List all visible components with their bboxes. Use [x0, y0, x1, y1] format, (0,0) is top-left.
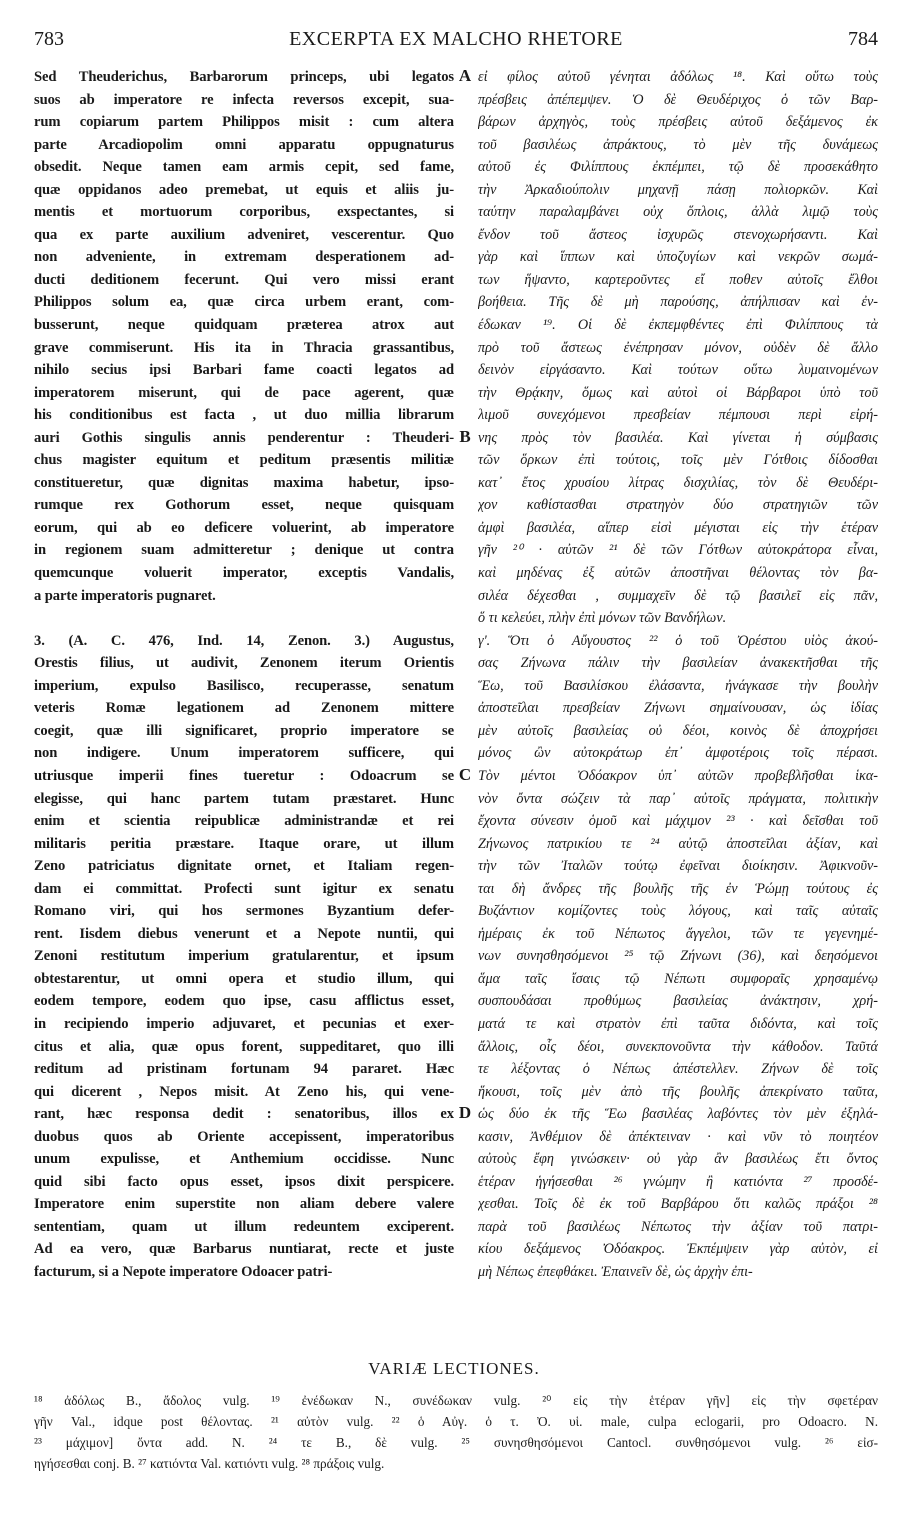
greek-text-line: κασιν, Ἀνθέμιον δὲ ἀπέκτειναν · καὶ νῦν τὸ ποιητέον — [478, 1128, 878, 1145]
latin-text-line: utriusque imperii fines tueretur : Odoacrum se — [34, 767, 454, 784]
latin-text-line: in recipiendo imperio adjuvaret, et pecunias et exer- — [34, 1015, 454, 1032]
greek-text-line: μὴ Νέπως ἐπεφθάκει. Ἐπαινεῖν δὲ, ὡς ἀρχὴν ἐπι- — [478, 1263, 753, 1280]
latin-text-line: Imperatore enim superstite non aliam debere valere — [34, 1196, 454, 1213]
latin-text-line — [34, 607, 454, 630]
latin-text-line: Orestis filius, ut audivit, Zenonem iterum Orientis — [34, 655, 454, 672]
latin-text-line: parte Arcadiopolim omni apparatu oppugnaturus — [34, 136, 454, 153]
greek-text-line: ἔχοντα σύνεσιν ὁμοῦ καὶ μάχιμον ²³ · καὶ δεῖσθαι τοῦ — [478, 813, 878, 830]
variant-note-line: ηγήσεσθαι conj. B. ²⁷ κατιόντα Val. κατιόντι vulg. ²⁸ πράξοις vulg. — [34, 1456, 385, 1471]
greek-text-line: ἄλλοις, οἷς δέοι, συνεκπονοῦντα τὴν κάθοδον. Ταῦτά — [478, 1038, 878, 1055]
greek-text-line: αὐτοὺς ἔφη γινώσκειν· οὐ γὰρ ἂν βασιλέως ἔτι ὄντος — [478, 1151, 878, 1168]
latin-text-line: rant, hæc responsa dedit : senatoribus, illos ex — [34, 1106, 454, 1123]
greek-text-line: γὰρ καὶ ἵππων καὶ ὑποζυγίων καὶ νεκρῶν σωμά- — [478, 249, 878, 266]
latin-text-line: suos ab imperatore re infecta reversos excepit, sua- — [34, 91, 454, 108]
greek-column — [478, 66, 878, 1284]
latin-text-line: nihilo secius ipsi Barbari fame coacti legatos ad — [34, 362, 454, 379]
greek-text-line: πρέσβεις ἀπέπεμψεν. Ὁ δὲ Θευδέριχος ὁ τῶν Βαρ- — [478, 91, 878, 108]
latin-text-line: quæ oppidanos adeo premebat, ut equis et aliis ju- — [34, 181, 454, 198]
greek-text-line: βάρων ἀρχηγὸς, τοὺς πρέσβεις αὐτοῦ δεξάμενος ἐκ — [478, 114, 878, 131]
latin-text-line: grave commiserunt. His ita in Thracia grassantibus, — [34, 339, 454, 356]
latin-text-line: quid sibi facto opus esset, ipsos dixit perspicere. — [34, 1173, 454, 1190]
greek-text-line: ὅ τι κελεύει, πλὴν ἐπὶ μόνων τῶν Βανδήλων. — [478, 610, 727, 627]
latin-text-line: coegit, quæ illi significaret, proprio imperatore se — [34, 722, 454, 739]
latin-text-line: ducti deditionem fecerunt. Qui vero missi erant — [34, 271, 454, 288]
latin-text-line: obtestarentur, ut omni opera et studio illum, qui — [34, 970, 454, 987]
variant-note-line: ¹⁸ ἀδόλως B., ἄδολος vulg. ¹⁹ ἐνέδωκαν N., συνέδωκαν vulg. ²⁰ εἰς τὴν ἑτέραν γῆν] εἰς τὴν σφετέραν — [34, 1393, 878, 1408]
greek-text-line: ἑτέραν ἡγήσεσθαι ²⁶ γνώμην ἢ κατιόντα ²⁷ προσδέ- — [478, 1173, 878, 1190]
greek-text-line: Ζήνωνος πατρικίου τε ²⁴ αὐτῷ ἀποστεῖλαι ἀξίαν, καὶ — [478, 835, 878, 852]
variant-note-line: γῆν Val., idque post θέλοντας. ²¹ αὐτὸν vulg. ²² ὁ Αὐγ. ὁ τ. Ὀ. υἱ. male, culpa eclogarii, pro Odoacro. N. — [34, 1414, 878, 1429]
latin-text-line: enim et scientia reipublicæ administrandæ et rei — [34, 813, 454, 830]
latin-text-line: citus et alia, quæ opus forent, suppeditaret, quo illi — [34, 1038, 454, 1055]
latin-text-line: busserunt, neque quidquam præterea atrox aut — [34, 317, 454, 334]
greek-text-line: σας Ζήνωνα πάλιν τὴν βασιλείαν ἀνακεκτῆσθαι τῆς — [478, 655, 878, 672]
greek-text-line: Ἕω, τοῦ Βασιλίσκου ἐλάσαντα, ἠνάγκασε τὴν βουλὴν — [478, 677, 878, 694]
latin-text-line: veteris Romæ legationem ad Zenonem mittere — [34, 700, 454, 717]
latin-text-line: eorum, qui ab eo deficere voluerint, ab imperatore — [34, 519, 454, 536]
latin-text-line: dam ei committat. Profecti sunt igitur ex senatu — [34, 880, 454, 897]
latin-text-line: chus magister equitum et peditum præsentis militiæ — [34, 452, 454, 469]
latin-text-line: qui dicerent , Nepos misit. At Zeno his, qui vene- — [34, 1083, 454, 1100]
greek-text-line: ἔνδον τοῦ ἄστεος ἰσχυρῶς στενοχωρήσαντι. Καὶ — [478, 226, 878, 243]
greek-text-line: ται δὴ ἄνδρες τῆς βουλῆς τῆς ἐν Ῥώμῃ τούτους ἐς — [478, 880, 878, 897]
page-number-right: 784 — [848, 28, 878, 50]
latin-text-line: non adveniente, in extremam desperationem ad- — [34, 249, 454, 266]
latin-text-line: non indigere. Unum imperatorem sufficere, qui — [34, 745, 454, 762]
margin-marker-b: B — [459, 427, 471, 446]
greek-text-line: νης πρὸς τὸν βασιλέα. Καὶ γίνεται ἡ σύμβασις — [478, 429, 878, 446]
greek-text-line: τῶν ὅρκων ἐπὶ τούτοις, τοῖς μὲν Γότθοις δίδοσθαι — [478, 452, 878, 469]
greek-text-line: κίου δεξάμενος Ὀδόακρος. Ἐκπέμψειν γὰρ αὐτὸν, εἰ — [478, 1241, 878, 1258]
greek-text-line: των ἥψαντο, καρτεροῦντες εἴ ποθεν αὐτοῖς ἔλθοι — [478, 271, 878, 288]
greek-text-line: συσπουδάσαι προθύμως βασιλείας ἀνάκτησιν, χρή- — [478, 993, 878, 1010]
greek-text-line: ταύτην παραλαμβάνει οὐχ ὅπλοις, ἀλλὰ λιμῷ τοὺς — [478, 204, 878, 221]
greek-text-line: τὴν Θρᾴκην, ὅμως καὶ αὐτοὶ οἱ Βάρβαροι ὑπὸ τοῦ — [478, 384, 878, 401]
page-number-left: 783 — [34, 28, 64, 50]
latin-text-line: sententiam, quam ut illum redeuntem exciperent. — [34, 1218, 454, 1235]
latin-text-line: militaris peritia præstare. Itaque orare, ut illum — [34, 835, 454, 852]
greek-text-line: ἡμέραις ἐκ τοῦ Νέπωτος ἄγγελοι, τῶν τε γεγενημέ- — [478, 925, 878, 942]
greek-text-line: χον καθίστασθαι στρατηγὸν δύο στρατηγιῶν τῶν — [478, 497, 878, 514]
greek-text-line: ἅμα ταῖς ἴσαις τῷ Νέπωτι συμφοραῖς χρησαμένῳ — [478, 970, 878, 987]
latin-text-line: reditum ad pristinam fortunam 94 pararet. Hæc — [34, 1061, 454, 1078]
latin-text-line: rum copiarum partem Philippos misit : cum altera — [34, 114, 454, 131]
greek-text-line: γʹ. Ὅτι ὁ Αὔγουστος ²² ὁ τοῦ Ὀρέστου υἱὸς ἀκού- — [478, 632, 878, 649]
greek-text-line: τὴν Ἀρκαδιούπολιν μηχανῇ πάσῃ πολιορκῶν. Καὶ — [478, 181, 878, 198]
greek-text-line: παρὰ τοῦ βασιλέως Νέπωτος τὴν ἀξίαν τοῦ πατρι- — [478, 1218, 878, 1235]
latin-text-line: obsedit. Neque tamen eam armis cepit, sed fame, — [34, 159, 454, 176]
latin-text-line: unum expulisse, et Anthemium occidisse. Nunc — [34, 1151, 454, 1168]
latin-text-line: elegisse, qui hanc partem tutam præstaret. Hunc — [34, 790, 454, 807]
margin-marker-c: C — [458, 765, 472, 784]
greek-text-line: σιλέα δέχεσθαι , συμμαχεῖν δὲ τῷ βασιλεῖ εἰς πᾶν, — [478, 587, 878, 604]
latin-text-line: facturum, si a Nepote imperatore Odoacer patri- — [34, 1263, 333, 1280]
greek-text-line: μόνος ὢν αὐτοκράτωρ ἐπ᾽ ἀμφοτέροις τοῖς πέρασι. — [478, 745, 878, 762]
latin-text-line: quemcunque voluerit imperator, exceptis Vandalis, — [34, 565, 454, 582]
greek-text-line: ὡς δύο ἐκ τῆς Ἕω βασιλέας λαβόντες τὸν μὲν ἐξηλά- — [478, 1106, 878, 1123]
latin-text-line: 3. (A. C. 476, Ind. 14, Zenon. 3.) Augustus, — [34, 632, 454, 649]
greek-text-line: ἀμφὶ βασιλέα, αἵπερ εἰσὶ μέγισται εἰς τὴν ἑτέραν — [478, 519, 878, 536]
greek-text-line: λιμοῦ συνεχόμενοι πρεσβείαν πέμπουσι περὶ εἰρή- — [478, 407, 878, 424]
greek-text-line: εἰ φίλος αὐτοῦ γένηται ἀδόλως ¹⁸. Καὶ οὕτω τοὺς — [478, 69, 878, 85]
latin-text-line: eodem tempore, eodem quo ipse, casu afflictus esset, — [34, 993, 454, 1010]
greek-text-line: μὲν αὐτοῖς βασιλείας οὐ δέοι, κοινὸς δὲ ἀποχρήσει — [478, 722, 878, 739]
greek-text-line: ματά τε καὶ στρατὸν ἐπὶ ταῦτα διδόντα, καὶ τοῖς — [478, 1015, 878, 1032]
latin-text-line: Zeno patriciatus dignitate ornet, et Italiam regen- — [34, 858, 454, 875]
latin-text-line: rent. Iisdem diebus venerunt et a Nepote nuntii, qui — [34, 925, 454, 942]
greek-text-line: αὐτοῦ ἐς Φιλίππους ἐκπέμπει, τῷ δὲ προσεκάθητο — [478, 159, 878, 176]
running-title: EXCERPTA EX MALCHO RHETORE — [289, 28, 623, 50]
latin-text-line: qua ex parte auxilium adveniret, vescerentur. Quo — [34, 226, 454, 243]
latin-text-line: Sed Theuderichus, Barbarorum princeps, ubi legatos — [34, 69, 454, 85]
latin-text-line: Ad ea vero, quæ Barbarus nuntiarat, recte et juste — [34, 1241, 454, 1258]
variae-lectiones-notes — [34, 1390, 878, 1474]
latin-text-line: mentis et mortuorum corporibus, exspectantes, si — [34, 204, 454, 221]
latin-text-line: auri Gothis singulis annis penderentur : Theuderi- — [34, 429, 454, 446]
latin-text-line: Philippos solum ea, quæ circa urbem erant, com- — [34, 294, 454, 311]
latin-text-line: imperatorem miserunt, qui de pace agerent, quæ — [34, 384, 454, 401]
greek-text-line: πρὸ τοῦ ἄστεως ἐνέπρησαν μόνον, οὐδὲν δὲ ἄλλο — [478, 339, 878, 356]
greek-text-line: χεσθαι. Τοῖς δὲ ἐκ τοῦ Βαρβάρου ὅτι καλῶς πράξοι ²⁸ — [478, 1196, 878, 1213]
greek-text-line: τοῦ βασιλέως ἀπράκτους, τὸ μὲν τῆς δυνάμεως — [478, 136, 878, 153]
greek-text-line: τε λέξοντας ὁ Νέπως ἀπέστελλεν. Ζήνων δὲ τοῖς — [478, 1061, 878, 1078]
greek-text-line: δεινὸν εἰργάσαντο. Καὶ τούτων οὕτω λυμαινομένων — [478, 362, 878, 379]
latin-text-line: Romano viri, qui hos sermones Byzantium defer- — [34, 903, 454, 920]
greek-text-line: νων συνησθησόμενοι ²⁵ τῷ Ζήνωνι (36), καὶ δεησόμενοι — [478, 948, 878, 965]
greek-text-line: κατ᾽ ἔτος χρυσίου λίτρας δισχιλίας, τὸν δὲ Θευδέρι- — [478, 474, 878, 491]
latin-text-line: in regionem suam admitteretur ; denique ut contra — [34, 542, 454, 559]
latin-text-line: his conditionibus est facta , ut duo millia librarum — [34, 407, 454, 424]
latin-column — [34, 66, 454, 1284]
greek-text-line: έδωκαν ¹⁹. Οἱ δὲ ἐκπεμφθέντες ἐπὶ Φιλίππους τὰ — [478, 317, 878, 334]
greek-text-line: γῆν ²⁰ · αὐτῶν ²¹ δὲ τῶν Γότθων αὐτοκράτορα εἶναι, — [478, 542, 878, 559]
greek-text-line: Τὸν μέντοι Ὀδόακρον ὑπ᾽ αὐτῶν προβεβλῆσθαι ἱκα- — [478, 767, 878, 784]
variant-note-line: ²³ μάχιμον] ὄντα add. N. ²⁴ τε B., δὲ vulg. ²⁵ συνησθησόμενοι Cantocl. συνθησόμενοι vulg. ²⁶ εἰσ- — [34, 1435, 878, 1450]
latin-text-line: duobus quos ab Oriente accepissent, imperatoribus — [34, 1128, 454, 1145]
greek-text-line: νὸν ὄντα σώζειν τὰ παρ᾽ αὐτοῖς πράγματα, πολιτικὴν — [478, 790, 878, 807]
variae-lectiones-title: VARIÆ LECTIONES. — [368, 1359, 540, 1378]
running-header — [34, 28, 878, 58]
greek-text-line: ἥκουσι, τοῖς μὲν ἀπὸ τῆς βουλῆς ἀπεκρίνατο ταῦτα, — [478, 1083, 878, 1100]
latin-text-line: constitueretur, quæ dignitas maxima habetur, ipso- — [34, 474, 454, 491]
greek-text-line: ἀποστεῖλαι πρεσβείαν Ζήνωνι σημαίνουσαν, ὡς ἰδίας — [478, 700, 878, 717]
latin-text-line: imperium, expulso Basilisco, recuperasse, senatum — [34, 677, 454, 694]
greek-text-line: καὶ μηδένας ἐξ αὐτῶν ἀποστῆναι θέλοντας τὸν βα- — [478, 565, 878, 582]
latin-text-line: Zenoni restitutum imperium gratularentur, et ipsum — [34, 948, 454, 965]
latin-text-line: a parte imperatoris pugnaret. — [34, 587, 216, 604]
latin-text-line: rumque rex Gothorum esset, neque quisquam — [34, 497, 454, 514]
greek-text-line: τὴν τῶν Ἰταλῶν τούτῳ ἐφεῖναι διοίκησιν. Ἀφικνοῦν- — [478, 858, 878, 875]
greek-text-line: Βυζάντιον κομίζοντες τοὺς λόγους, καὶ ταῖς αὐταῖς — [478, 903, 878, 920]
margin-marker-a: A — [458, 66, 472, 85]
margin-marker-d: D — [458, 1103, 472, 1122]
greek-text-line: βοήθεια. Τῆς δὲ μὴ παρούσης, ἀπήλπισαν καὶ ἐν- — [478, 294, 878, 311]
